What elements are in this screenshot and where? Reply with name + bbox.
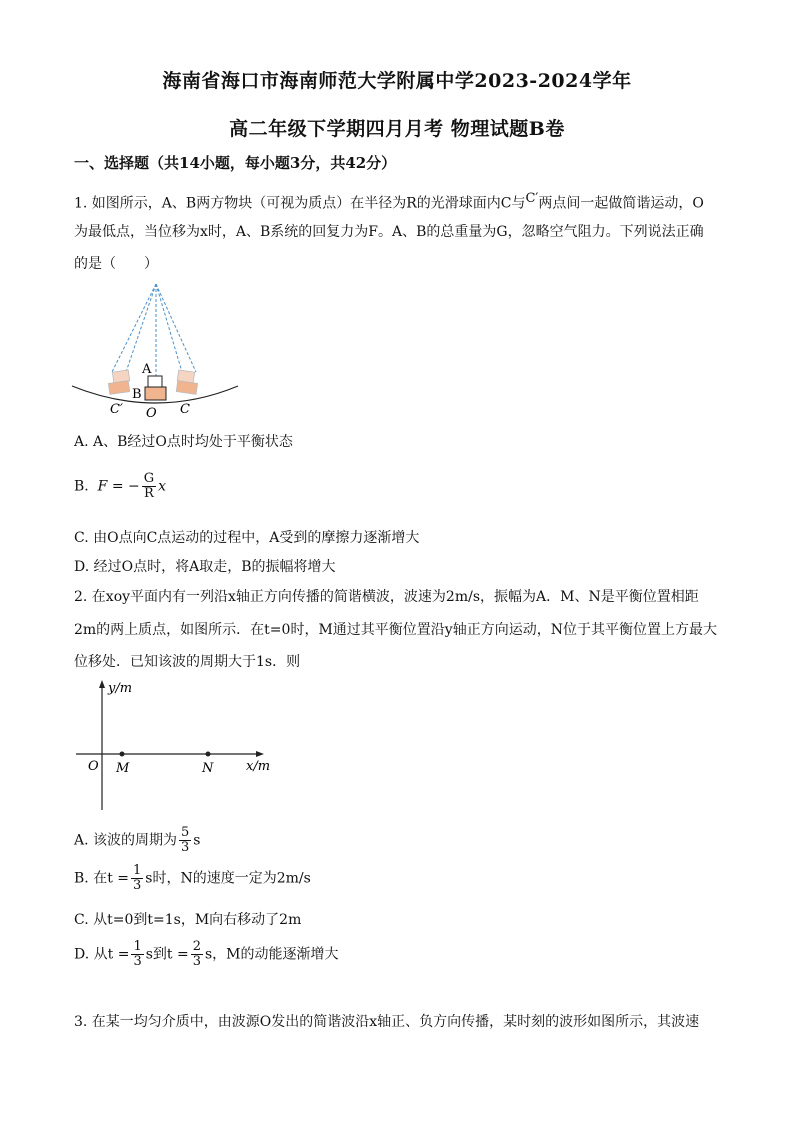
pendulum-line-right-2 bbox=[156, 284, 196, 372]
q2b-num: 1 bbox=[133, 863, 142, 878]
point-n bbox=[206, 752, 211, 757]
point-m bbox=[120, 752, 125, 757]
q2d-num1: 1 bbox=[133, 939, 142, 954]
q2-option-d-fraction-1 bbox=[131, 940, 143, 969]
q2-option-d-post: s，M的动能逐渐增大 bbox=[205, 946, 339, 963]
q2-stem-line1: 2. 在xoy平面内有一列沿x轴正方向传播的简谐横波，波速为2m/s，振幅为A．M、N是平衡位置相距 bbox=[74, 589, 699, 605]
q1-option-d[interactable]: D. 经过O点时，将A取走，B的振幅将增大 bbox=[74, 559, 336, 575]
q1-option-b-x: x bbox=[158, 478, 167, 495]
q1-stem-line3: 的是（ ） bbox=[74, 256, 158, 272]
block-a-center bbox=[148, 376, 162, 387]
fig2-y-label: y/m bbox=[108, 681, 133, 696]
q1-c-prime: C′ bbox=[525, 191, 539, 206]
q1-stem-line1 bbox=[74, 182, 724, 221]
pendulum-line-left-1 bbox=[112, 284, 156, 372]
fig2-o-label: O bbox=[88, 759, 99, 774]
fig2-x-label: x/m bbox=[246, 759, 271, 774]
q2-option-d-fraction-2 bbox=[191, 940, 203, 969]
q1-option-b-fraction bbox=[142, 472, 156, 501]
block-b-left-ghost bbox=[108, 381, 129, 395]
q1-option-c[interactable]: C. 由O点向C点运动的过程中，A受到的摩擦力逐渐增大 bbox=[74, 530, 420, 546]
q1-option-b[interactable] bbox=[74, 472, 166, 501]
fig2-m-label: M bbox=[116, 761, 130, 776]
q2-option-b-fraction bbox=[131, 864, 143, 893]
q1-line1-tail: 两点间一起做简谐运动，O bbox=[538, 195, 704, 212]
section-heading: 一、选择题（共14小题，每小题3分，共42分） bbox=[74, 154, 397, 172]
q2-option-b-post: s时，N的速度一定为2m/s bbox=[145, 870, 311, 887]
q2-option-b[interactable] bbox=[74, 864, 311, 893]
q1-stem-line2: 为最低点，当位移为x时，A、B系统的回复力为F。A、B的总重量为G，忽略空气阻力。下列说法正确 bbox=[74, 224, 704, 240]
fig1-label-b: B bbox=[132, 387, 142, 402]
q2-option-c[interactable]: C. 从t=0到t=1s，M向右移动了2m bbox=[74, 912, 302, 928]
q3-stem-line1: 3. 在某一均匀介质中，由波源O发出的简谐波沿x轴正、负方向传播，某时刻的波形如图所示，其波速 bbox=[74, 1014, 700, 1030]
exam-title-line1: 海南省海口市海南师范大学附属中学2023-2024学年 bbox=[162, 70, 632, 92]
y-axis-arrow bbox=[99, 680, 105, 688]
q1-frac-den: R bbox=[144, 486, 154, 501]
q1-line1-text: 1. 如图所示，A、B两方物块（可视为质点）在半径为R的光滑球面内C与 bbox=[74, 195, 526, 212]
q2-option-a-fraction bbox=[179, 826, 191, 855]
q2a-den: 3 bbox=[181, 840, 190, 855]
q2b-den: 3 bbox=[133, 878, 142, 893]
exam-title-line2: 高二年级下学期四月月考 物理试题B卷 bbox=[229, 118, 565, 140]
q1-option-a[interactable]: A. A、B经过O点时均处于平衡状态 bbox=[74, 434, 293, 450]
x-axis-arrow bbox=[256, 751, 264, 757]
fig1-label-c-prime: C′ bbox=[110, 402, 123, 417]
q2-option-a-post: s bbox=[193, 832, 201, 849]
pendulum-line-left-2 bbox=[126, 284, 156, 372]
pendulum-line-right-1 bbox=[156, 284, 182, 372]
fig1-label-a: A bbox=[142, 362, 152, 377]
q2-option-a-pre: A. 该波的周期为 bbox=[74, 832, 178, 849]
q2d-den1: 3 bbox=[133, 954, 142, 969]
q1-option-b-formula: F = − bbox=[97, 478, 140, 495]
q2-option-d-mid: s到t = bbox=[145, 946, 189, 963]
q2d-num2: 2 bbox=[192, 939, 201, 954]
q2a-num: 5 bbox=[181, 825, 190, 840]
q1-figure bbox=[70, 280, 242, 420]
q2-stem-line3: 位移处．已知该波的周期大于1s．则 bbox=[74, 654, 301, 670]
q1-frac-num: G bbox=[143, 471, 155, 486]
fig1-label-c: C bbox=[180, 402, 190, 417]
q2-option-a[interactable] bbox=[74, 826, 200, 855]
q2-option-d-pre: D. 从t = bbox=[74, 946, 130, 963]
q2-stem-line2: 2m的两上质点，如图所示．在t=0时，M通过其平衡位置沿y轴正方向运动，N位于其平衡位置上方最大 bbox=[74, 622, 717, 638]
block-b-center bbox=[145, 387, 166, 400]
fig2-n-label: N bbox=[202, 761, 214, 776]
block-b-right-ghost bbox=[176, 381, 197, 395]
q2-figure bbox=[74, 678, 274, 818]
q2-option-d[interactable] bbox=[74, 940, 339, 969]
fig1-label-o: O bbox=[146, 406, 157, 420]
q2d-den2: 3 bbox=[192, 954, 201, 969]
q2-option-b-pre: B. 在t = bbox=[74, 870, 129, 887]
q1-option-b-prefix: B. bbox=[74, 478, 89, 495]
